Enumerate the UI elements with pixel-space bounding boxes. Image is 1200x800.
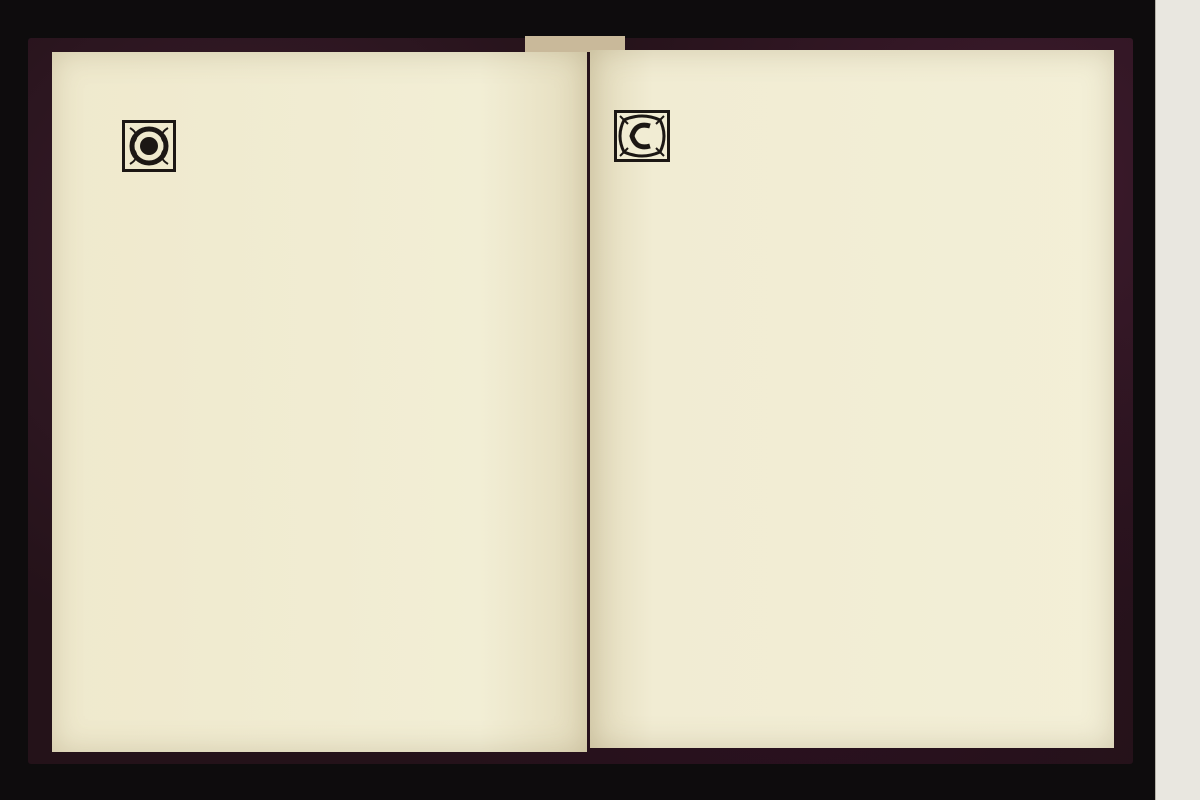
decorated-initial-right <box>614 110 670 162</box>
measuring-ruler <box>1155 0 1200 800</box>
